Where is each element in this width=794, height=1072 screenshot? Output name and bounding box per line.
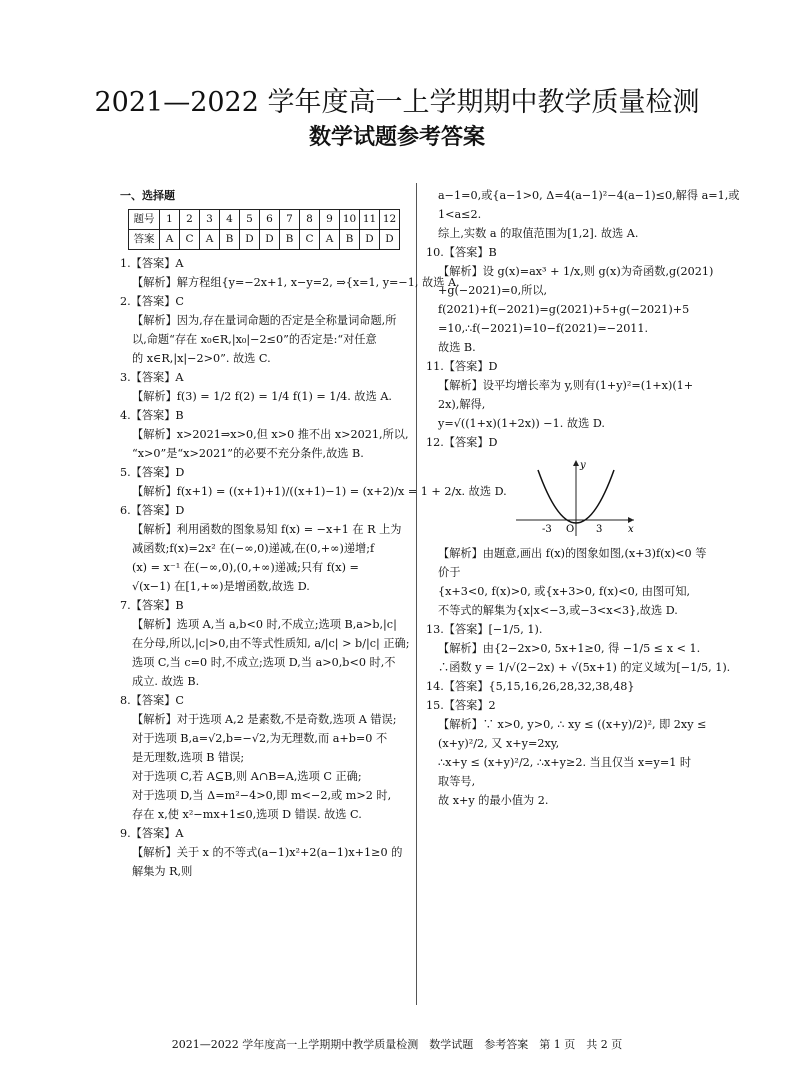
table-cell: B bbox=[280, 230, 300, 250]
question-answer-line: 5.【答案】D bbox=[120, 466, 185, 479]
question-answer-line: 1.【答案】A bbox=[120, 257, 184, 270]
explanation-line: 【解析】由题意,画出 f(x)的图象如图,(x+3)f(x)<0 等 bbox=[438, 547, 707, 560]
explanation-line: 【解析】解方程组{y=−2x+1, x−y=2, ⇒{x=1, y=−1, 故选 A. bbox=[132, 276, 460, 289]
explanation-line: 【解析】f(3) = 1/2 f(2) = 1/4 f(1) = 1/4. 故选 A. bbox=[132, 390, 392, 403]
table-cell: C bbox=[180, 230, 200, 250]
explanation-line: 是无理数,选项 B 错误; bbox=[132, 751, 245, 764]
answer-table bbox=[128, 209, 400, 250]
table-cell: D bbox=[380, 230, 400, 250]
explanation-line: 【解析】利用函数的图象易知 f(x) = −x+1 在 R 上为 bbox=[132, 523, 402, 536]
explanation-line: 【解析】设平均增长率为 y,则有(1+y)²=(1+x)(1+ bbox=[438, 379, 694, 392]
table-cell: 8 bbox=[300, 210, 320, 230]
table-cell: 9 bbox=[320, 210, 340, 230]
right-answer-list-bottom bbox=[426, 544, 731, 810]
table-cell: 11 bbox=[360, 210, 380, 230]
table-cell: D bbox=[260, 230, 280, 250]
table-cell: 4 bbox=[220, 210, 240, 230]
explanation-line: +g(−2021)=0,所以, bbox=[438, 284, 548, 297]
explanation-line: 存在 x,使 x²−mx+1≤0,选项 D 错误. 故选 C. bbox=[132, 808, 362, 821]
question-answer-line: 13.【答案】[−1/5, 1). bbox=[426, 623, 543, 636]
explanation-line: “x>0”是“x>2021”的必要不充分条件,故选 B. bbox=[132, 447, 364, 460]
explanation-line: 【解析】关于 x 的不等式(a−1)x²+2(a−1)x+1≥0 的 bbox=[132, 846, 403, 859]
explanation-line: 价于 bbox=[438, 566, 461, 579]
table-cell: 2 bbox=[180, 210, 200, 230]
explanation-line: 【解析】因为,存在量词命题的否定是全称量词命题,所 bbox=[132, 314, 397, 327]
explanation-line: 解集为 R,则 bbox=[132, 865, 193, 878]
table-cell: 1 bbox=[160, 210, 180, 230]
question-answer-line: 8.【答案】C bbox=[120, 694, 184, 707]
table-cell: A bbox=[200, 230, 220, 250]
question-answer-line: 15.【答案】2 bbox=[426, 699, 496, 712]
table-cell: D bbox=[360, 230, 380, 250]
right-column bbox=[426, 186, 740, 810]
question-answer-line: 2.【答案】C bbox=[120, 295, 184, 308]
function-graph bbox=[516, 458, 636, 538]
section-heading: 一、选择题 bbox=[120, 189, 175, 202]
explanation-line: 故 x+y 的最小值为 2. bbox=[438, 794, 549, 807]
question-answer-line: 4.【答案】B bbox=[120, 409, 184, 422]
origin-label: O bbox=[566, 524, 575, 535]
explanation-line: 对于选项 B,a=√2,b=−√2,为无理数,而 a+b=0 不 bbox=[132, 732, 388, 745]
page-title: 2021—2022 学年度高一上学期期中教学质量检测 bbox=[94, 87, 700, 118]
question-answer-line: 7.【答案】B bbox=[120, 599, 184, 612]
question-answer-line: 10.【答案】B bbox=[426, 246, 497, 259]
explanation-line: 在分母,所以,|c|>0,由不等式性质知, a/|c| > b/|c| 正确; bbox=[132, 637, 410, 650]
explanation-line: ∴函数 y = 1/√(2−2x) + √(5x+1) 的定义域为[−1/5, 1). bbox=[438, 661, 731, 674]
explanation-line: 1<a≤2. bbox=[438, 208, 482, 221]
table-cell: 5 bbox=[240, 210, 260, 230]
table-cell: C bbox=[300, 230, 320, 250]
column-divider bbox=[416, 183, 417, 1005]
y-axis-arrow bbox=[573, 460, 579, 466]
explanation-line: 【解析】x>2021⇒x>0,但 x>0 推不出 x>2021,所以, bbox=[132, 428, 409, 441]
explanation-line: (x) = x⁻¹ 在(−∞,0),(0,+∞)递减;只有 f(x) = bbox=[132, 561, 359, 574]
explanation-line: 选项 C,当 c=0 时,不成立;选项 D,当 a>0,b<0 时,不 bbox=[132, 656, 396, 669]
table-cell: 6 bbox=[260, 210, 280, 230]
explanation-line: 2x),解得, bbox=[438, 398, 486, 411]
table-cell: B bbox=[220, 230, 240, 250]
table-cell: 10 bbox=[340, 210, 360, 230]
explanation-line: 取等号, bbox=[438, 775, 476, 788]
page-subtitle: 数学试题参考答案 bbox=[308, 125, 485, 150]
explanation-line: =10,∴f(−2021)=10−f(2021)=−2011. bbox=[438, 322, 649, 335]
page-footer: 2021—2022 学年度高一上学期期中教学质量检测 数学试题 参考答案 第 1 页 共 2 页 bbox=[171, 1038, 623, 1051]
right-root-label: 3 bbox=[596, 524, 603, 535]
explanation-line: 不等式的解集为{x|x<−3,或−3<x<3},故选 D. bbox=[438, 604, 678, 617]
question-answer-line: 6.【答案】D bbox=[120, 504, 185, 517]
table-cell: 7 bbox=[280, 210, 300, 230]
explanation-line: y=√((1+x)(1+2x)) −1. 故选 D. bbox=[438, 417, 605, 430]
table-cell: 3 bbox=[200, 210, 220, 230]
explanation-line: 减函数;f(x)=2x² 在(−∞,0)递减,在(0,+∞)递增;f bbox=[132, 542, 375, 555]
explanation-line: 【解析】设 g(x)=ax³ + 1/x,则 g(x)为奇函数,g(2021) bbox=[438, 265, 714, 278]
explanation-line: 【解析】对于选项 A,2 是素数,不是奇数,选项 A 错误; bbox=[132, 713, 397, 726]
explanation-line: 对于选项 D,当 Δ=m²−4>0,即 m<−2,或 m>2 时, bbox=[132, 789, 392, 802]
explanation-line: a−1=0,或{a−1>0, Δ=4(a−1)²−4(a−1)≤0,解得 a=1,或 bbox=[438, 189, 740, 202]
x-axis-label: x bbox=[628, 524, 634, 535]
question-answer-line: 14.【答案】{5,15,16,26,28,32,38,48} bbox=[426, 680, 635, 693]
explanation-line: f(2021)+f(−2021)=g(2021)+5+g(−2021)+5 bbox=[438, 303, 690, 316]
question-answer-line: 3.【答案】A bbox=[120, 371, 184, 384]
explanation-line: 对于选项 C,若 A⊆B,则 A∩B=A,选项 C 正确; bbox=[132, 770, 362, 783]
table-cell: A bbox=[160, 230, 180, 250]
explanation-line: 【解析】选项 A,当 a,b<0 时,不成立;选项 B,a>b,|c| bbox=[132, 618, 397, 631]
table-cell: B bbox=[340, 230, 360, 250]
right-answer-list-top bbox=[426, 186, 740, 452]
question-answer-line: 12.【答案】D bbox=[426, 436, 498, 449]
left-root-label: -3 bbox=[542, 524, 552, 535]
explanation-line: ∴x+y ≤ (x+y)²/2, ∴x+y≥2. 当且仅当 x=y=1 时 bbox=[438, 756, 692, 769]
explanation-line: √(x−1) 在[1,+∞)是增函数,故选 D. bbox=[132, 580, 310, 593]
table-row-label: 题号 bbox=[129, 210, 160, 230]
x-axis-arrow bbox=[628, 517, 634, 523]
table-cell: D bbox=[240, 230, 260, 250]
explanation-line: 以,命题“存在 x₀∈R,|x₀|−2≤0”的否定是:“对任意 bbox=[132, 333, 377, 346]
explanation-line: 【解析】由{2−2x>0, 5x+1≥0, 得 −1/5 ≤ x < 1. bbox=[438, 642, 701, 655]
explanation-line: 成立. 故选 B. bbox=[132, 675, 200, 688]
table-cell: A bbox=[320, 230, 340, 250]
explanation-line: 【解析】f(x+1) = ((x+1)+1)/((x+1)−1) = (x+2)/x = 1 + 2/x. 故选 D. bbox=[132, 485, 507, 498]
explanation-line: {x+3<0, f(x)>0, 或{x+3>0, f(x)<0, 由图可知, bbox=[438, 585, 691, 598]
explanation-line: 故选 B. bbox=[438, 341, 476, 354]
question-answer-line: 9.【答案】A bbox=[120, 827, 184, 840]
explanation-line: (x+y)²/2, 又 x+y=2xy, bbox=[438, 737, 560, 750]
y-axis-label: y bbox=[580, 460, 586, 471]
question-answer-line: 11.【答案】D bbox=[426, 360, 498, 373]
table-row-label: 答案 bbox=[129, 230, 160, 250]
explanation-line: 的 x∈R,|x|−2>0”. 故选 C. bbox=[132, 352, 271, 365]
table-cell: 12 bbox=[380, 210, 400, 230]
explanation-line: 【解析】∵ x>0, y>0, ∴ xy ≤ ((x+y)/2)², 即 2xy ≤ bbox=[438, 718, 707, 731]
explanation-line: 综上,实数 a 的取值范围为[1,2]. 故选 A. bbox=[438, 227, 639, 240]
